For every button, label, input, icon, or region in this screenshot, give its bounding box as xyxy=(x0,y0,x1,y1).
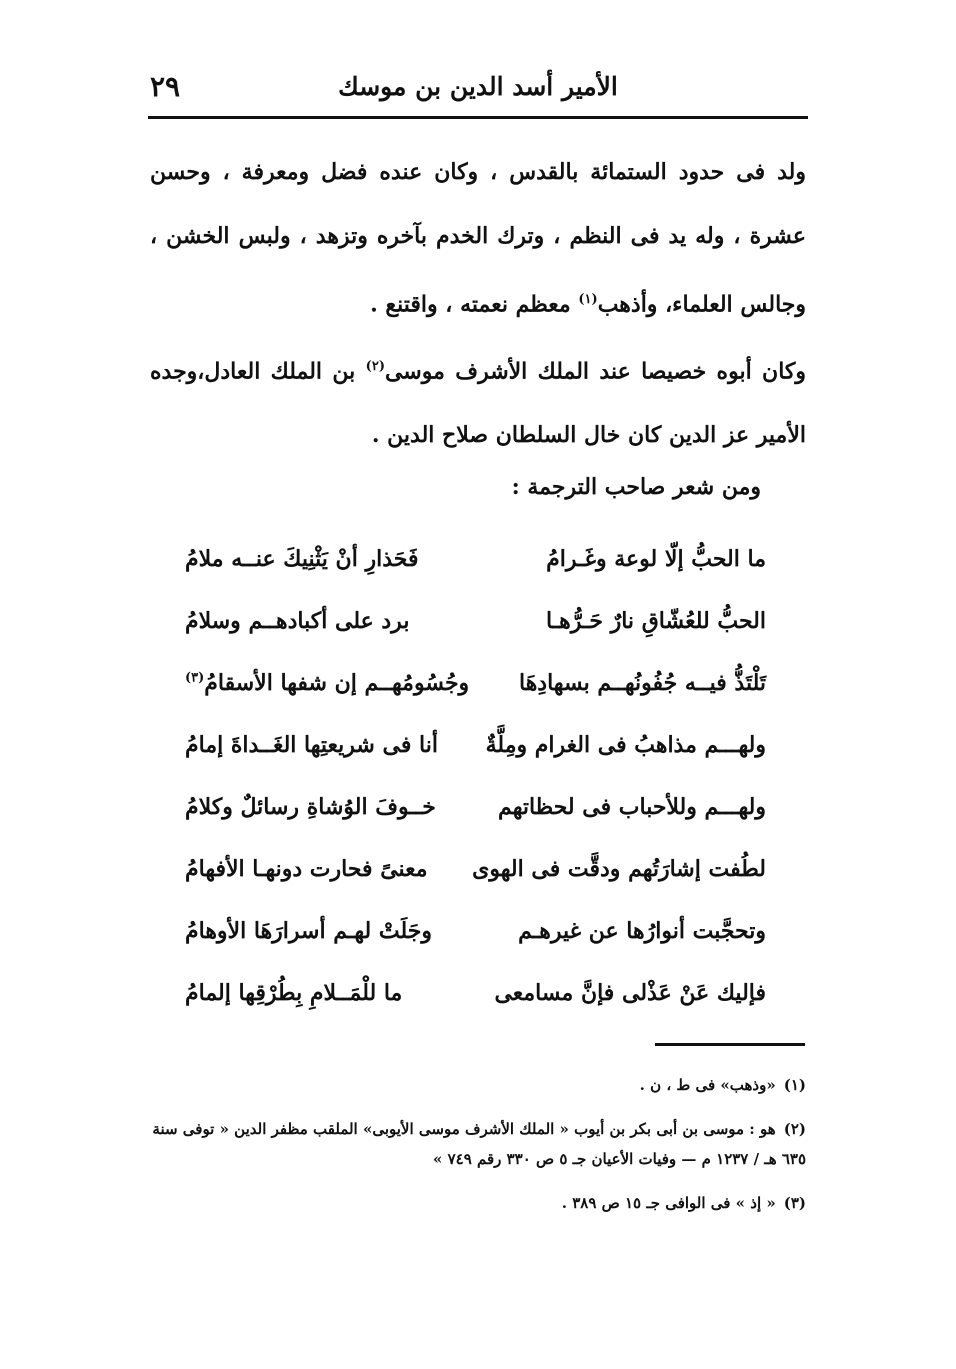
poem-intro: ومن شعر صاحب الترجمة : xyxy=(511,474,761,500)
paragraph-2-text-b: بن الملك العادل،وجده الأمير عز الدين كان خال السلطان صلاح الدين . xyxy=(150,358,806,449)
verse-second-hemistich xyxy=(185,980,402,1006)
page-number: ٢٩ xyxy=(150,70,181,103)
verse-line xyxy=(185,848,766,910)
verse-first-hemistich: الحبُّ للعُشّاقِ نارٌ حَـرُّهـا xyxy=(546,608,766,634)
paragraph-2-text-a: وكان أبوه خصيصا عند الملك الأشرف موسى xyxy=(384,358,807,385)
footnote-1-text: «وذهب» فى ط ، ن . xyxy=(639,1076,776,1094)
verse-line xyxy=(185,910,766,972)
verse-second-hemistich xyxy=(185,918,432,944)
footnotes xyxy=(150,1070,806,1232)
paragraph-1-text-b: معظم نعمته ، واقتنع . xyxy=(370,291,571,318)
verse-second-hemistich xyxy=(185,546,418,572)
verse-second-hemistich xyxy=(185,856,428,882)
verse-second-hemistich-text: ما للْمَــلامِ بِطُرْقِها إلمامُ xyxy=(185,980,403,1006)
verse-second-hemistich xyxy=(185,732,438,758)
verse-second-hemistich-text: فَحَذارِ أنْ يَثْنِيكَ عنــه ملامُ xyxy=(185,546,419,572)
paragraph-biography xyxy=(150,140,806,336)
verse-second-hemistich-text: معنىً فحارت دونهـا الأفهامُ xyxy=(185,856,428,882)
verse-second-hemistich-text: وجَلَتْ لهـم أسرارَهَا الأوهامُ xyxy=(185,918,432,944)
verse-first-hemistich: فإليك عَنْ عَذْلى فإنَّ مسامعى xyxy=(494,980,766,1006)
footnote-marker-2: (٢) xyxy=(365,359,385,374)
verse-first-hemistich: ولهـــم مذاهبُ فى الغرام ومِلَّةٌ xyxy=(485,732,766,758)
verse-second-hemistich-text: برد على أكبادهــم وسلامُ xyxy=(185,608,410,634)
verse-first-hemistich: ولهـــم وللأحباب فى لحظاتهم xyxy=(498,794,766,820)
footnote-2-number: (٢) xyxy=(783,1120,806,1138)
paragraph-lineage xyxy=(150,335,806,467)
verse-first-hemistich: لطُفت إشارَتُهم ودقَّت فى الهوى xyxy=(472,856,766,882)
verse-second-hemistich-text: خــوفَ الوُشاةِ رسائلٌ وكلامُ xyxy=(185,794,436,820)
verse-line xyxy=(185,972,766,1034)
verse-first-hemistich: ما الحبُّ إلّا لوعة وغَـرامُ xyxy=(546,546,766,572)
verse-second-hemistich xyxy=(185,608,409,634)
verse-line xyxy=(185,538,766,600)
verse-line xyxy=(185,662,766,724)
footnote-2-text: هو : موسى بن أبى بكر بن أيوب « الملك الأشرف موسى الأيوبى» الملقب مظفر الدين « توفى سنة ٦٣٥ هـ / ١٢٣٧ م — وفيات الأعيان جـ ٥ ص ٣٣٠ رقم ٧٤٩ » xyxy=(152,1120,806,1168)
footnote-1 xyxy=(150,1070,806,1100)
poem xyxy=(185,538,766,1034)
verse-second-hemistich-text: وجُسُومُهــم إن شفها الأسقامُ xyxy=(204,670,470,696)
verse-first-hemistich: وتحجَّبت أنوارُها عن غيرهـم xyxy=(518,918,766,944)
verse-second-hemistich xyxy=(185,670,469,696)
verse-line xyxy=(185,786,766,848)
header-rule xyxy=(148,116,808,119)
verse-second-hemistich-text: أنا فى شريعتِها الغَــداةَ إمامُ xyxy=(185,732,438,758)
running-title: الأمير أسد الدين بن موسك xyxy=(338,72,618,101)
footnote-rule xyxy=(655,1043,805,1046)
footnote-marker-1: (١) xyxy=(578,292,598,307)
verse-line xyxy=(185,600,766,662)
footnote-3-number: (٣) xyxy=(783,1194,806,1212)
verse-line xyxy=(185,724,766,786)
verse-first-hemistich: تَلْتَذُّ فيــه جُفُونُهــم بسهادِهَا xyxy=(519,670,766,696)
paragraph-1-text-a: ولد فى حدود الستمائة بالقدس ، وكان عنده فضل ومعرفة ، وحسن عشرة ، وله يد فى النظم ، وترك الخدم بآخره وتزهد ، ولبس الخشن ، وجالس العلماء، وأذهب xyxy=(150,159,806,318)
verse-second-hemistich xyxy=(185,794,436,820)
footnote-2 xyxy=(150,1114,806,1174)
footnote-3 xyxy=(150,1188,806,1218)
footnote-1-number: (١) xyxy=(783,1076,806,1094)
footnote-marker-3: (٣) xyxy=(185,670,205,686)
footnote-3-text: « إذ » فى الوافى جـ ١٥ ص ٣٨٩ . xyxy=(561,1194,776,1212)
page-header xyxy=(148,66,808,106)
